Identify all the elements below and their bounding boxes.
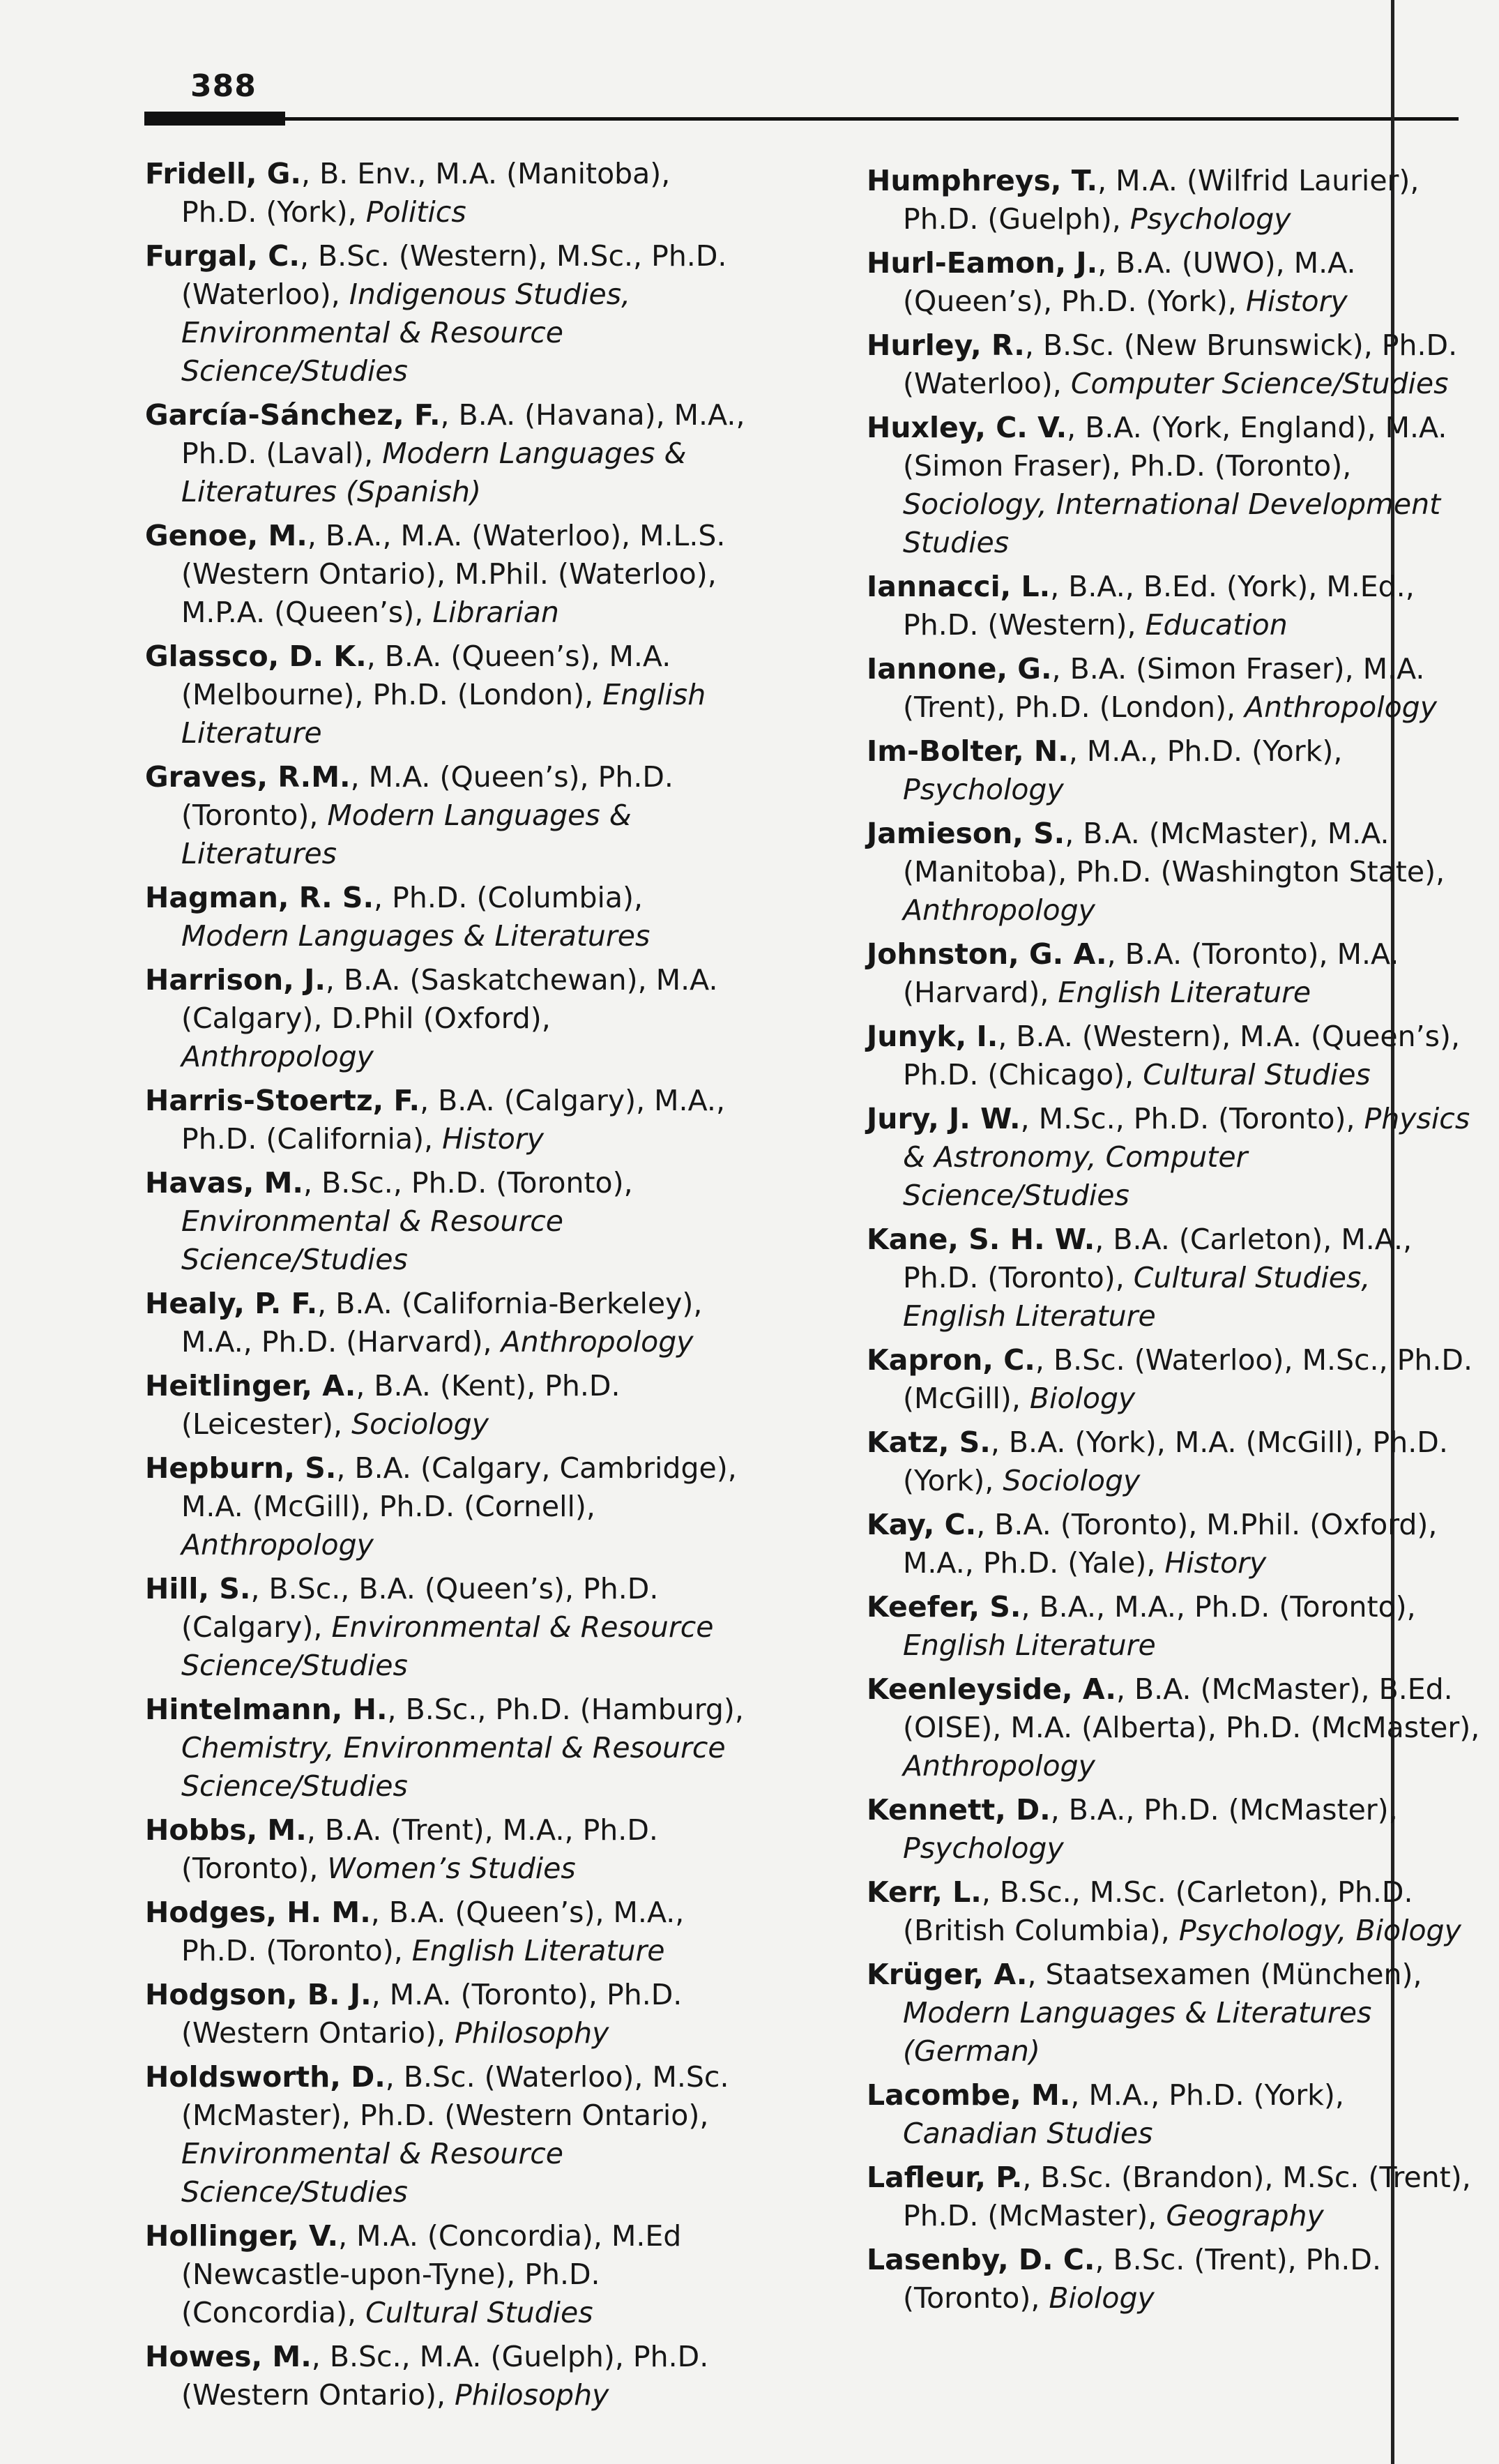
faculty-name: Hodges, H. M.: [145, 1896, 371, 1929]
faculty-fields: Environmental & Resource Science/Studies: [181, 2137, 564, 2209]
faculty-entry: [867, 2076, 1480, 2153]
faculty-degrees: , B.A. (McMaster), M.A. (Manitoba), Ph.D. (Washington State),: [903, 817, 1445, 889]
faculty-degrees: , B.Sc. (New Brunswick), Ph.D. (Waterloo),: [903, 328, 1458, 400]
faculty-degrees: , B.A., M.A., Ph.D. (Toronto),: [1021, 1590, 1416, 1624]
faculty-fields: Philosophy: [455, 2016, 609, 2050]
faculty-name: Heitlinger, A.: [145, 1369, 356, 1403]
faculty-name: Havas, M.: [145, 1166, 304, 1200]
faculty-degrees: , B.Sc. (Brandon), M.Sc. (Trent), Ph.D. (McMaster),: [903, 2161, 1471, 2232]
faculty-fields: History: [1245, 285, 1348, 318]
faculty-degrees: , B.A. (Calgary, Cambridge), M.A. (McGill), Ph.D. (Cornell),: [181, 1451, 737, 1523]
faculty-degrees: , B.A., Ph.D. (McMaster),: [1050, 1793, 1398, 1827]
faculty-degrees: , M.A. (Wilfrid Laurier), Ph.D. (Guelph),: [903, 164, 1420, 236]
faculty-degrees: , B.A. (Toronto), M.A. (Harvard),: [903, 937, 1399, 1009]
faculty-degrees: , M.A. (Queen’s), Ph.D. (Toronto),: [181, 760, 674, 832]
faculty-degrees: , B.Sc. (Waterloo), M.Sc., Ph.D. (McGill),: [903, 1343, 1473, 1415]
faculty-entry: [867, 935, 1480, 1012]
faculty-entry: [867, 1100, 1480, 1215]
faculty-degrees: , B.A., B.Ed. (York), M.Ed., Ph.D. (Western),: [903, 570, 1415, 642]
faculty-fields: Modern Languages & Literatures: [181, 799, 632, 870]
left-column: [145, 155, 752, 2420]
faculty-fields: Canadian Studies: [903, 2117, 1153, 2150]
faculty-entry: [867, 1423, 1480, 1500]
faculty-name: Kennett, D.: [867, 1793, 1051, 1827]
faculty-name: Holdsworth, D.: [145, 2060, 386, 2094]
faculty-degrees: , M.A. (Toronto), Ph.D. (Western Ontario),: [181, 1978, 683, 2050]
faculty-entry: [867, 650, 1480, 727]
faculty-entry: [145, 396, 752, 511]
faculty-name: Lacombe, M.: [867, 2078, 1071, 2112]
faculty-fields: Anthropology: [181, 1528, 374, 1562]
faculty-degrees: , M.A., Ph.D. (York),: [1068, 734, 1343, 768]
faculty-degrees: , M.A., Ph.D. (York),: [1070, 2078, 1344, 2112]
faculty-name: Lafleur, P.: [867, 2161, 1023, 2194]
faculty-fields: Anthropology: [903, 1749, 1095, 1783]
faculty-degrees: , B.Sc., Ph.D. (Hamburg),: [387, 1693, 744, 1726]
faculty-name: Lasenby, D. C.: [867, 2243, 1095, 2276]
faculty-name: Glassco, D. K.: [145, 640, 367, 673]
faculty-degrees: , B.A. (Trent), M.A., Ph.D. (Toronto),: [181, 1813, 658, 1885]
faculty-name: Keefer, S.: [867, 1590, 1021, 1624]
faculty-entry: [867, 568, 1480, 644]
faculty-fields: Computer Science/Studies: [1070, 367, 1449, 400]
faculty-fields: Psychology: [903, 773, 1064, 806]
faculty-name: Hintelmann, H.: [145, 1693, 388, 1726]
faculty-entry: [145, 1082, 752, 1158]
faculty-entry: [145, 1449, 752, 1564]
faculty-fields: Geography: [1166, 2199, 1324, 2232]
faculty-entry: [145, 1976, 752, 2053]
faculty-degrees: , Ph.D. (Columbia),: [374, 881, 644, 914]
faculty-degrees: , B.Sc. (Waterloo), M.Sc. (McMaster), Ph.D. (Western Ontario),: [181, 2060, 729, 2132]
faculty-degrees: , B.A. (York), M.A. (McGill), Ph.D. (York),: [903, 1426, 1448, 1497]
faculty-fields: Modern Languages & Literatures (German): [903, 1996, 1372, 2068]
faculty-fields: English Literature: [903, 1628, 1156, 1662]
faculty-degrees: , B.A. (Havana), M.A., Ph.D. (Laval),: [181, 398, 745, 470]
faculty-fields: Education: [1145, 608, 1288, 642]
faculty-degrees: , B.A. (Toronto), M.Phil. (Oxford), M.A., Ph.D. (Yale),: [903, 1508, 1438, 1580]
faculty-fields: Politics: [365, 195, 466, 229]
faculty-entry: [867, 1506, 1480, 1582]
faculty-fields: Anthropology: [181, 1040, 374, 1073]
faculty-degrees: , B.A., M.A. (Waterloo), M.L.S. (Western Ontario), M.Phil. (Waterloo), M.P.A. (Queen’s),: [181, 519, 726, 629]
faculty-degrees: , Staatsexamen (München),: [1027, 1958, 1422, 1991]
right-column: [867, 162, 1480, 2323]
faculty-fields: Psychology: [903, 1831, 1064, 1865]
faculty-fields: Anthropology: [903, 893, 1095, 927]
faculty-name: Johnston, G. A.: [867, 937, 1107, 971]
faculty-entry: [145, 1811, 752, 1888]
faculty-degrees: , B.A. (Queen’s), M.A. (Melbourne), Ph.D. (London),: [181, 640, 671, 711]
faculty-fields: History: [1164, 1546, 1267, 1580]
faculty-name: Hagman, R. S.: [145, 881, 374, 914]
faculty-fields: English Literature: [181, 678, 706, 750]
faculty-degrees: , B.A. (Carleton), M.A., Ph.D. (Toronto),: [903, 1223, 1413, 1294]
faculty-name: Im-Bolter, N.: [867, 734, 1069, 768]
faculty-fields: Sociology: [1003, 1464, 1141, 1497]
faculty-fields: Women’s Studies: [327, 1852, 576, 1885]
faculty-entry: [145, 2338, 752, 2414]
faculty-entry: [867, 1220, 1480, 1336]
faculty-degrees: , B.A. (UWO), M.A. (Queen’s), Ph.D. (York),: [903, 246, 1356, 318]
faculty-name: Iannone, G.: [867, 652, 1052, 686]
faculty-entry: [145, 1367, 752, 1444]
faculty-degrees: , M.A. (Concordia), M.Ed (Newcastle-upon-Tyne), Ph.D. (Concordia),: [181, 2219, 682, 2329]
faculty-name: Junyk, I.: [867, 1020, 998, 1053]
faculty-fields: Environmental & Resource Science/Studies: [181, 1610, 714, 1682]
faculty-name: Jury, J. W.: [867, 1102, 1021, 1135]
faculty-entry: [867, 326, 1480, 403]
faculty-fields: Cultural Studies, English Literature: [903, 1261, 1371, 1333]
faculty-degrees: , B.Sc. (Trent), Ph.D. (Toronto),: [903, 2243, 1382, 2315]
faculty-fields: English Literature: [411, 1934, 665, 1967]
faculty-fields: Philosophy: [455, 2378, 609, 2412]
faculty-fields: Sociology: [351, 1407, 489, 1441]
faculty-entry: [145, 961, 752, 1076]
faculty-degrees: , B.Sc., M.Sc. (Carleton), Ph.D. (British Columbia),: [903, 1875, 1413, 1947]
faculty-name: Healy, P. F.: [145, 1287, 318, 1320]
faculty-name: Kapron, C.: [867, 1343, 1035, 1377]
faculty-name: Keenleyside, A.: [867, 1672, 1116, 1706]
faculty-name: Kay, C.: [867, 1508, 977, 1541]
faculty-entry: [867, 732, 1480, 809]
faculty-entry: [867, 162, 1480, 239]
faculty-entry: [867, 815, 1480, 930]
faculty-fields: Modern Languages & Literatures (Spanish): [181, 437, 687, 508]
header-rule: [144, 117, 1459, 121]
faculty-entry: [145, 2217, 752, 2332]
faculty-degrees: , B.Sc., B.A. (Queen’s), Ph.D. (Calgary),: [181, 1572, 659, 1644]
faculty-fields: Anthropology: [1245, 690, 1437, 724]
faculty-name: Howes, M.: [145, 2340, 312, 2373]
faculty-name: Huxley, C. V.: [867, 411, 1067, 444]
faculty-entry: [145, 1894, 752, 1970]
faculty-degrees: , B.Sc., M.A. (Guelph), Ph.D. (Western Ontario),: [181, 2340, 709, 2412]
faculty-fields: Psychology: [1129, 202, 1291, 236]
faculty-name: Graves, R.M.: [145, 760, 351, 794]
faculty-name: Kane, S. H. W.: [867, 1223, 1095, 1256]
faculty-name: Kerr, L.: [867, 1875, 982, 1909]
faculty-entry: [867, 244, 1480, 321]
faculty-entry: [145, 1691, 752, 1806]
faculty-name: Hodgson, B. J.: [145, 1978, 372, 2011]
faculty-fields: Cultural Studies: [1143, 1058, 1371, 1091]
faculty-name: Fridell, G.: [145, 157, 301, 190]
faculty-fields: History: [442, 1122, 544, 1156]
faculty-fields: English Literature: [1058, 976, 1311, 1009]
faculty-entry: [145, 758, 752, 873]
faculty-name: Hurl-Eamon, J.: [867, 246, 1098, 280]
faculty-name: Harrison, J.: [145, 963, 326, 997]
faculty-fields: Biology: [1049, 2281, 1155, 2315]
faculty-name: Jamieson, S.: [867, 817, 1065, 850]
faculty-entry: [867, 1956, 1480, 2071]
faculty-entry: [867, 1018, 1480, 1094]
faculty-entry: [145, 637, 752, 753]
faculty-fields: Anthropology: [501, 1325, 694, 1359]
faculty-entry: [145, 1164, 752, 1279]
faculty-degrees: , B.Sc., Ph.D. (Toronto),: [303, 1166, 633, 1200]
faculty-fields: Librarian: [432, 596, 559, 629]
faculty-fields: Environmental & Resource Science/Studies: [181, 1204, 564, 1276]
faculty-fields: Cultural Studies: [365, 2296, 593, 2329]
faculty-fields: Psychology, Biology: [1178, 1914, 1461, 1947]
faculty-entry: [867, 1341, 1480, 1418]
faculty-fields: Indigenous Studies, Environmental & Resource Science/Studies: [181, 278, 631, 388]
faculty-entry: [145, 237, 752, 391]
faculty-entry: [145, 1570, 752, 1685]
faculty-entry: [867, 2159, 1480, 2235]
faculty-degrees: , B.A. (Saskatchewan), M.A. (Calgary), D.Phil (Oxford),: [181, 963, 718, 1035]
faculty-entry: [867, 409, 1480, 562]
faculty-degrees: , B.A. (York, England), M.A. (Simon Fraser), Ph.D. (Toronto),: [903, 411, 1447, 483]
faculty-entry: [145, 879, 752, 955]
faculty-degrees: , B.A. (McMaster), B.Ed. (OISE), M.A. (Alberta), Ph.D. (McMaster),: [903, 1672, 1480, 1744]
faculty-degrees: , B. Env., M.A. (Manitoba), Ph.D. (York),: [181, 157, 671, 229]
faculty-entry: [145, 517, 752, 632]
faculty-degrees: , B.Sc. (Western), M.Sc., Ph.D. (Waterloo),: [181, 239, 727, 311]
faculty-entry: [145, 2058, 752, 2212]
faculty-name: Hollinger, V.: [145, 2219, 339, 2253]
faculty-degrees: , M.Sc., Ph.D. (Toronto),: [1020, 1102, 1364, 1135]
faculty-name: Hurley, R.: [867, 328, 1025, 362]
faculty-name: Hobbs, M.: [145, 1813, 307, 1847]
faculty-degrees: , B.A. (Western), M.A. (Queen’s), Ph.D. (Chicago),: [903, 1020, 1461, 1091]
faculty-degrees: , B.A. (Kent), Ph.D. (Leicester),: [181, 1369, 621, 1441]
faculty-fields: Physics & Astronomy, Computer Science/Studies: [903, 1102, 1470, 1212]
faculty-degrees: , B.A. (Queen’s), M.A., Ph.D. (Toronto),: [181, 1896, 685, 1967]
page-number: 388: [190, 68, 257, 104]
faculty-fields: Sociology, International Development Studies: [903, 487, 1441, 559]
faculty-name: Harris-Stoertz, F.: [145, 1084, 420, 1117]
faculty-name: Furgal, C.: [145, 239, 300, 273]
faculty-name: Genoe, M.: [145, 519, 307, 552]
faculty-name: Humphreys, T.: [867, 164, 1098, 197]
faculty-entry: [867, 1873, 1480, 1950]
faculty-name: Krüger, A.: [867, 1958, 1028, 1991]
faculty-entry: [145, 1285, 752, 1361]
faculty-entry: [867, 1791, 1480, 1868]
faculty-fields: Chemistry, Environmental & Resource Science/Studies: [181, 1731, 726, 1803]
faculty-name: García-Sánchez, F.: [145, 398, 441, 432]
faculty-entry: [145, 155, 752, 232]
faculty-name: Hill, S.: [145, 1572, 251, 1605]
faculty-entry: [867, 1588, 1480, 1665]
faculty-fields: Modern Languages & Literatures: [181, 919, 650, 953]
faculty-entry: [867, 2241, 1480, 2318]
faculty-degrees: , B.A. (California-Berkeley), M.A., Ph.D. (Harvard),: [181, 1287, 703, 1359]
faculty-degrees: , B.A. (Simon Fraser), M.A. (Trent), Ph.D. (London),: [903, 652, 1425, 724]
faculty-degrees: , B.A. (Calgary), M.A., Ph.D. (California),: [181, 1084, 725, 1156]
faculty-name: Katz, S.: [867, 1426, 991, 1459]
faculty-name: Hepburn, S.: [145, 1451, 337, 1485]
faculty-fields: Biology: [1029, 1382, 1136, 1415]
faculty-entry: [867, 1670, 1480, 1785]
faculty-name: Iannacci, L.: [867, 570, 1051, 603]
